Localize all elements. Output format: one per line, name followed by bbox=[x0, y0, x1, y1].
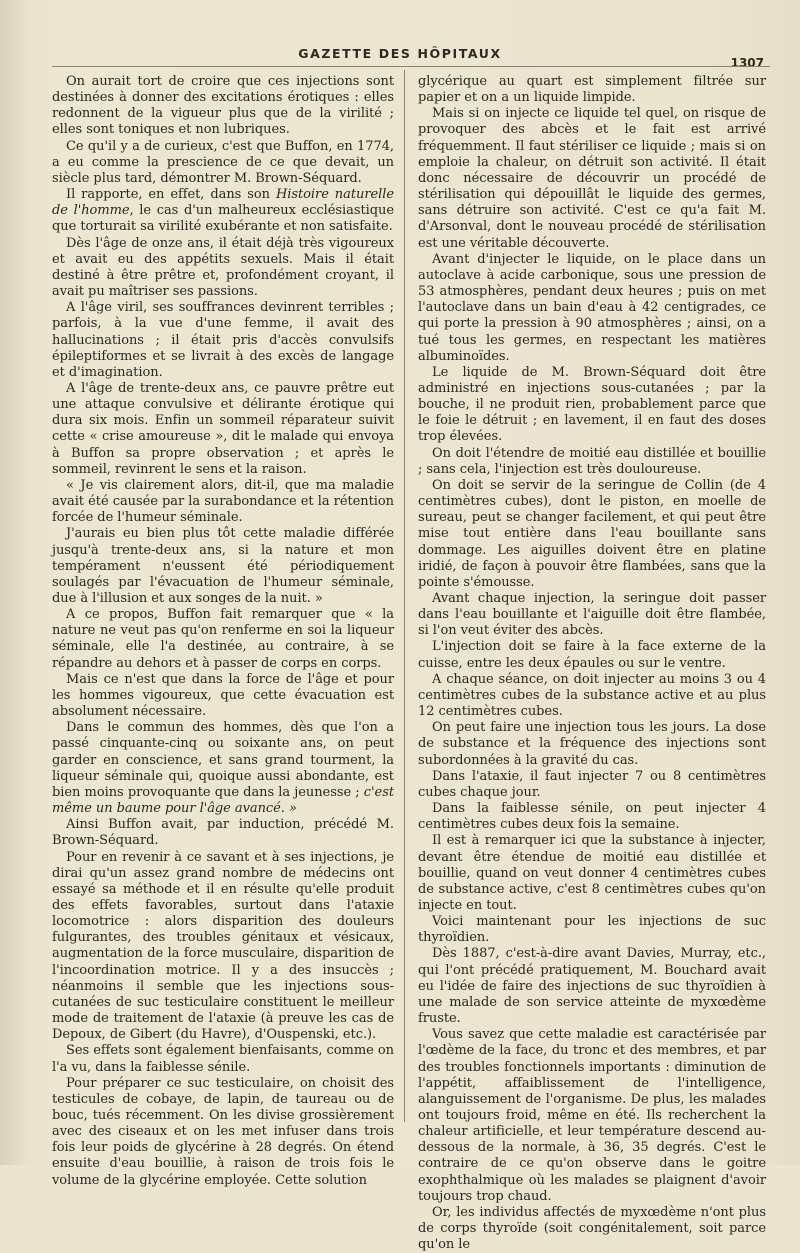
paragraph: Pour en revenir à ce savant et à ses injections, je dirai qu'un assez grand nombre de médecins ont essayé sa méthode et il en résulte qu'elle produit des effets favorables, surtout dans l'ataxie locomotrice : alors disparition des douleurs fulgurantes, des troubles génitaux et vésicaux, augmentation de la force musculaire, disparition de l'incoordination motrice. Il y a des insuccès ; néanmoins il semble que les injections sous-cutanées de suc testiculaire constituent le meilleur mode de traitement de l'ataxie (à preuve les cas de Depoux, de Gibert (du Havre), d'Ouspenski, etc.). bbox=[52, 849, 394, 1043]
paragraph: Dans la faiblesse sénile, on peut injecter 4 centimètres cubes deux fois la semaine. bbox=[418, 801, 766, 833]
paragraph: On aurait tort de croire que ces injections sont destinées à donner des excitations érotiques : elles redonnent de la vigueur plus que de la virilité ; elles sont toniques et non lubriques. bbox=[52, 74, 394, 138]
paragraph: Dès 1887, c'est-à-dire avant Davies, Murray, etc., qui l'ont précédé pratiquement, M. Bouchard avait eu l'idée de faire des injections de suc thyroïdien à une malade de son service atteinte de myxœdème fruste. bbox=[418, 946, 766, 1027]
column-divider bbox=[404, 70, 405, 1122]
quotation-italic: c'est même un baume pour l'âge avancé. » bbox=[52, 784, 394, 817]
paragraph: Il est à remarquer ici que la substance à injecter, devant être étendue de moitié eau distillée et bouillie, quand on veut donner 4 centimètres cubes de substance active, c'est 8 centimètres cubes qu'on injecte en tout. bbox=[418, 833, 766, 913]
paragraph: Le liquide de M. Brown-Séquard doit être administré en injections sous-cutanées ; par la bouche, il ne produit rien, probablement parce que le foie le détruit ; en lavement, il en faut des doses trop élevées. bbox=[418, 364, 766, 445]
paragraph: On doit l'étendre de moitié eau distillée et bouillie ; sans cela, l'injection est très douloureuse. bbox=[418, 445, 766, 477]
book-title: Histoire naturelle de l'homme bbox=[52, 187, 394, 219]
paragraph: A ce propos, Buffon fait remarquer que « la nature ne veut pas qu'on renferme en soi la liqueur séminale, elle l'a destinée, au contraire, à se répandre au dehors et à passer de corps en corps. bbox=[52, 607, 394, 671]
paragraph: Mais ce n'est que dans la force de l'âge et pour les hommes vigoureux, que cette évacuation est absolument nécessaire. bbox=[52, 671, 394, 720]
page-number: 1307 bbox=[730, 56, 764, 70]
paragraph-text: Il rapporte, en effet, dans son bbox=[66, 187, 276, 203]
paragraph: A l'âge de trente-deux ans, ce pauvre prêtre eut une attaque convulsive et délirante érotique qui dura six mois. Enfin un sommeil réparateur suivit cette « crise amoureuse », dit le malade qui envoya à Buffon sa propre observation ; et après le sommeil, revinrent le sens et la raison. bbox=[52, 380, 394, 477]
paragraph: « Je vis clairement alors, dit-il, que ma maladie avait été causée par la surabondance et la rétention forcée de l'humeur séminale. bbox=[52, 477, 394, 526]
paragraph bbox=[52, 720, 394, 817]
paragraph-text: , le cas d'un malheureux ecclésiastique que torturait sa virilité exubérante et non satisfaite. bbox=[52, 203, 394, 235]
paragraph: Dès l'âge de onze ans, il était déjà très vigoureux et avait eu des appétits sexuels. Mais il était destiné à être prêtre et, profondément croyant, il avait pu maîtriser ses passions. bbox=[52, 235, 394, 300]
header-rule bbox=[52, 66, 770, 67]
paragraph-text: Dans le commun des hommes, dès que l'on a passé cinquante-cinq ou soixante ans, on peut garder en conscience, et sans grand tourment, la liqueur séminale qui, quoique aussi abondante, est bien moins provoquante que dans la jeunesse ; bbox=[52, 720, 394, 800]
paragraph: Avant chaque injection, la seringue doit passer dans l'eau bouillante et l'aiguille doit être flambée, si l'on veut éviter des abcès. bbox=[418, 591, 766, 639]
paragraph: J'aurais eu bien plus tôt cette maladie différée jusqu'à trente-deux ans, si la nature et mon tempérament n'eussent été périodiquement soulagés par l'évacuation de l'humeur séminale, due à l'illusion et aux songes de la nuit. » bbox=[52, 526, 394, 606]
paragraph: On peut faire une injection tous les jours. La dose de substance et la fréquence des injections sont subordonnées à la gravité du cas. bbox=[418, 720, 766, 768]
left-column bbox=[52, 74, 394, 1188]
paragraph: Avant d'injecter le liquide, on le place dans un autoclave à acide carbonique, sous une pression de 53 atmosphères, pendant deux heures ; puis on met l'autoclave dans un bain d'eau à 42 centigrades, ce qui porte la pression à 90 atmosphères ; ainsi, on a tué tous les germes, en respectant les matières albuminoïdes. bbox=[418, 251, 766, 364]
paragraph: Dans l'ataxie, il faut injecter 7 ou 8 centimètres cubes chaque jour. bbox=[418, 768, 766, 800]
journal-title: GAZETTE DES HÔPITAUX bbox=[298, 46, 502, 61]
paragraph: Mais si on injecte ce liquide tel quel, on risque de provoquer des abcès et le fait est arrivé fréquemment. Il faut stériliser ce liquide ; mais si on emploie la chaleur, on détruit son activité. Il était donc nécessaire de découvrir un procédé de stérilisation qui dépouillât le liquide des germes, sans détruire son activité. C'est ce qu'a fait M. d'Arsonval, dont le nouveau procédé de stérilisation est une véritable découverte. bbox=[418, 106, 766, 251]
paragraph: L'injection doit se faire à la face externe de la cuisse, entre les deux épaules ou sur le ventre. bbox=[418, 639, 766, 671]
paragraph: Pour préparer ce suc testiculaire, on choisit des testicules de cobaye, de lapin, de taureau ou de bouc, tués récemment. On les divise grossièrement avec des ciseaux et on les met infuser dans trois fois leur poids de glycérine à 28 degrés. On étend ensuite d'eau bouillie, à raison de trois fois le volume de la glycérine employée. Cette solution bbox=[52, 1075, 394, 1188]
paragraph: Ainsi Buffon avait, par induction, précédé M. Brown-Séquard. bbox=[52, 817, 394, 849]
paragraph: glycérique au quart est simplement filtrée sur papier et on a un liquide limpide. bbox=[418, 74, 766, 106]
paragraph: Or, les individus affectés de myxœdème n'ont plus de corps thyroïde (soit congénitalement, soit parce qu'on le bbox=[418, 1204, 766, 1253]
paragraph: Vous savez que cette maladie est caractérisée par l'œdème de la face, du tronc et des membres, et par des troubles fonctionnels importants : diminution de l'appétit, affaiblissement de l'intelligence, alanguissement de l'organisme. De plus, les malades ont toujours froid, même en été. Ils recherchent la chaleur artificielle, et leur température descend au-dessous de la normale, à 36, 35 degrés. C'est le contraire de ce qu'on observe dans le goitre exophthalmique où les malades se plaignent d'avoir toujours trop chaud. bbox=[418, 1027, 766, 1204]
paragraph: Ce qu'il y a de curieux, c'est que Buffon, en 1774, a eu comme la prescience de ce que devait, un siècle plus tard, démontrer M. Brown-Séquard. bbox=[52, 138, 394, 186]
right-column bbox=[418, 74, 766, 1253]
paragraph: Voici maintenant pour les injections de suc thyroïdien. bbox=[418, 914, 766, 946]
paragraph: A l'âge viril, ses souffrances devinrent terribles ; parfois, à la vue d'une femme, il avait des hallucinations ; il était pris d'accès convulsifs épileptiformes et se livrait à des excès de langage et d'imagination. bbox=[52, 300, 394, 380]
paragraph: Ses effets sont également bienfaisants, comme on l'a vu, dans la faiblesse sénile. bbox=[52, 1043, 394, 1075]
paragraph bbox=[52, 187, 394, 235]
paragraph: A chaque séance, on doit injecter au moins 3 ou 4 centimètres cubes de la substance active et au plus 12 centimètres cubes. bbox=[418, 671, 766, 720]
paragraph: On doit se servir de la seringue de Collin (de 4 centimètres cubes), dont le piston, en moelle de sureau, peut se changer facilement, et qui peut être mise tout entière dans l'eau bouillante sans dommage. Les aiguilles doivent être en platine iridié, de façon à pouvoir être flambées, sans que la pointe s'émousse. bbox=[418, 477, 766, 590]
